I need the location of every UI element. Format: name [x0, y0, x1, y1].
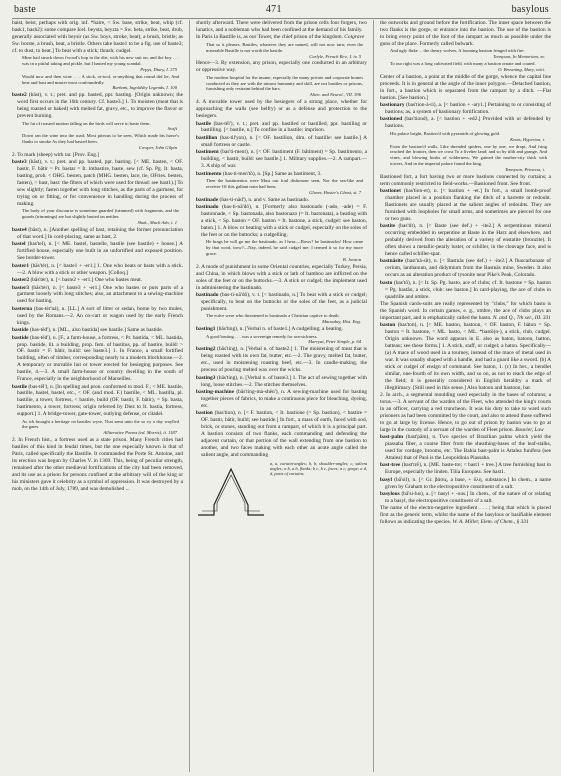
- column-divider: [189, 20, 190, 772]
- dictionary-entry: [380, 116, 551, 130]
- headword: bastite: [380, 223, 396, 230]
- definition-text: (bas'tiond), a. [< bastion + -ed2.] Provided with or defended by bastions.: [385, 116, 551, 130]
- dictionary-entry: [196, 389, 367, 410]
- quote-source: Keats, Hyperion, i.: [510, 136, 545, 142]
- dictionary-entry: [12, 306, 183, 327]
- running-header: [12, 4, 551, 19]
- entry-continuation: [380, 301, 551, 322]
- definition-text: (bā'sil), n. [< Gr. βάσις, a base, + ὕλη, substance.] In chem., a name given by Graham to the electropositive constituent of a salt.: [385, 476, 551, 490]
- entry-continuation: [196, 20, 367, 34]
- quote-text: The modern hospital for the insane, especially the many private and corporate homes conducted as they are with the utmost humanity and skill, are not bastiles or prisons, furnishing only restraint behind the bars.: [206, 74, 363, 92]
- headword: baste4: [12, 226, 27, 233]
- figure: [196, 461, 367, 519]
- quote-text: Then the bastimentos were Must our foul dishonour seen, Nor the sea-like and receiver Of this gallant train had been.: [206, 178, 363, 189]
- headword: basting2: [196, 346, 216, 353]
- citation-quote: [196, 75, 367, 98]
- dictionary-entry: [380, 258, 551, 279]
- definition-text: The name of the electro-negative ingredient . . . ; being that which is placed first as the generic term, whilst the name of the basylous or basifiable element follows as indicating the species. W. A. Miller, Elem. of Chem., § 331: [380, 505, 551, 526]
- dictionary-entry: [380, 280, 551, 301]
- dictionary-entry: [12, 277, 183, 284]
- figure-caption: a, a, curtain-angles; b, b, shoulder-angles; c, salient angles; a b, a b, flanks; b c, b c, faces; a c, gorge; a d, d, parts of curtains.: [270, 460, 367, 477]
- dictionary-entry: [196, 204, 367, 239]
- entry-continuation: [12, 437, 183, 492]
- definition-text: (bas-tēd'), n. [ML., also bastida] see bastile.] Same as bastide.: [29, 327, 163, 334]
- quote-text: His palace bright, Bastion'd with pyramids of glowing gold.: [390, 130, 501, 136]
- definition-text: 4. A movable tower used by the besiegers of a strong place, whether for approaching the walls (see belfry) or as a defense and protection to the besiegers.: [196, 99, 367, 120]
- dictionary-entry: [196, 292, 367, 313]
- headword: baster1: [12, 262, 30, 269]
- quote-text: And ugly fluke ... the dreary wolves, A looming bastion fringed with fire.: [390, 48, 525, 54]
- definition-text: (bas-tēl'), n. [In spelling and pron. conformed to mod. F.; < ME. bastile, bastille, bastel, bastel, etc., < OF. (and mod. F.) bastille, < ML. bastilla, pl. bastilie, a tower, fortress, < bastire, build (OF. bastir, F. bâtir), = Sp. basta, bastimento, a tower, fortress; origin referred by Diez to It. bastia, fortress, support.] 1. A bridge-tower, gate-tower, outlying defense, or citadel.: [17, 383, 183, 418]
- definition-text: (bas'ti-ment), n. [< OF. bastiment (F. bâtiment) = Sp. bastimento, a building, < bastir, build: see bastile.] 1. Military supplies.—2. A rampart.—3. A ship of war.: [201, 149, 367, 170]
- dictionary-entry: [380, 491, 551, 505]
- bastion-inner-outline: [202, 475, 260, 511]
- quote-source: O. Browning, Mary, xviii.: [498, 66, 545, 72]
- dictionary-entry: [12, 92, 183, 120]
- dictionary-entry: [196, 410, 367, 458]
- headword: basto: [380, 279, 393, 286]
- quote-source: Glover, Hosier's Ghost, st. 7: [309, 189, 361, 195]
- entry-continuation: [12, 152, 183, 159]
- entry-continuation: [380, 20, 551, 48]
- definition-text: 2. To mark (sheep) with tar. [Prov. Eng.]: [12, 151, 100, 158]
- quote-text: The eulve were who threatened to bastinado a Christian captive to death.: [206, 313, 340, 319]
- citation-quote: [12, 208, 183, 225]
- citation-quote: [196, 178, 367, 195]
- definition-text: (bās'tėr), n. [< baste1 + -er1.] 1. One who beats or basts with a stick.—2. A blow with a stick or other weapon. [Colloq.]: [17, 262, 183, 276]
- definition-text: Hence—3. By extension, any prison, especially one conducted in an arbitrary or oppressive way.: [196, 60, 367, 74]
- dictionary-entry: [196, 149, 367, 170]
- quote-source: Bouvier, Law: [515, 426, 544, 433]
- headword: basting1: [196, 326, 216, 333]
- headword: bastide: [12, 327, 29, 334]
- quote-source: Tennyson, Princess, i.: [504, 166, 545, 172]
- dictionary-entry: [380, 223, 551, 258]
- quote-source: Alien. and Neurol., VII. 396: [309, 92, 361, 98]
- dictionary-entry: [196, 135, 367, 149]
- citation-quote: [12, 419, 183, 436]
- headword: bastile: [12, 383, 27, 390]
- definition-text: shortly afterward. There were delivered from the prison cells four forgers, two lunatics, and a nobleman who had been confined at the demand of his family.: [196, 20, 367, 33]
- definition-text: (bas-ti-nā'dō), v. t. [< bastinado, n.] To beat with a stick or cudgel; specifically, to beat on the buttocks or the soles of the feet, as a judicial punishment.: [201, 292, 367, 312]
- dictionary-entry: [196, 326, 367, 333]
- quote-source: Macaulay, Hist. Eng.: [322, 319, 361, 325]
- headword: bastnäsite: [380, 258, 404, 265]
- definition-text: (bast'nä-sīt), n. [< Bastnäs (see def.) + -ite2.] A fluocarbonate of cerium, lanthanum, and didymium from the Bastnäs mine, Sweden. It also occurs as an alteration product of tysonite near Pike's Peak, Colorado.: [385, 258, 551, 279]
- headword: bastionet: [380, 188, 401, 195]
- dictionary-entry: [196, 197, 367, 204]
- dictionary-entry: [12, 263, 183, 277]
- headword: baster3: [12, 284, 30, 291]
- dictionary-entry: [12, 285, 183, 306]
- column-divider: [373, 20, 374, 772]
- headword: bastide: [12, 334, 29, 341]
- definition-text: In Paris la Bastille is, as our Tower, the chief prison of the kingdom. Cotgrave: [196, 34, 365, 41]
- definition-text: (bast'trē), n. [ME. baste-tre; < bast1 + tree.] A tree furnishing bast in Europe, especially the linden. Tilia Europæa. See bast1.: [385, 462, 551, 476]
- headword: bastionary: [380, 102, 405, 108]
- citation-quote: [380, 48, 551, 60]
- entry-continuation: [196, 264, 367, 292]
- definition-text: (bas'tīt), n. [< Baste (see def.) + -ite2.] A serpentinous mineral occurring embedded in serpentine at Baste in the Harz and elsewhere, and probably derived from the alteration of a variety of enstatite (bronzite). It often shows a metallic-pearly luster, or schiller, in the cleavage face, and is hence called schiller-spar.: [385, 223, 551, 257]
- quote-text: Mine had struck down t'wood's hop in the dirt, with his new suit on, and the boy . . . was in a pitiful taking and pickle, but I basted my young scandal.: [22, 55, 179, 66]
- quote-source: Barham, Ingoldsby Legends, I. 100: [112, 85, 177, 91]
- definition-text: The Spanish cards-suits are really represented by "clubs," for which basto is the Spanish word. In certain games, e. g., ombre, the ace of clubs plays an important part, and is emphatically called the basto. N. and Q., 7th ser., III. 331: [380, 301, 551, 321]
- headword: bastinado: [196, 292, 219, 298]
- definition-text: (bas-ti-nād'), n. and v. Same as bastinado.: [219, 196, 310, 203]
- headword: bastinado: [196, 204, 219, 211]
- entry-continuation: [380, 74, 551, 102]
- citation-quote: [12, 55, 183, 72]
- header-guideword-right: basylous: [511, 4, 549, 15]
- definition-text: 2. A mode of punishment in some Oriental countries, especially Turkey, Persia, and China, in which blows with a stick or lath of bamboo are inflicted on the soles of the feet or on the buttocks.—3. A stick or cudgel; the implement used in administering the bastinado.: [196, 263, 367, 291]
- definition-text: 2. In arch., a segmental moulding used especially in the bases of columns; a torus.—3. A servant of the warden of the Fleet, who attended the king's courts in an officer, carrying a red truncheon. It was his duty to take to ward such prisoners as had been committed by the court, and also to attend those suffered to go at large by license. Hence, to go out of prison by baston was to go at large in the custody of a servant of the warden of Fleet prison. Bouvier, Law: [380, 392, 551, 433]
- dictionary-entry: [12, 384, 183, 419]
- dictionary-entry: [380, 322, 551, 391]
- dictionary-entry: [380, 188, 551, 223]
- headword: bastiment: [196, 149, 219, 156]
- definition-text: (bas-tēd'), n. [F., a farm-house, a fortress, < Pr. bastida, < ML. bastida, prop. bastide, lit. a building, prop. fem. of bastitus, pp. of bastire, build: > OF. bastir = F. bâtir, build: see baste3.] 1. In France, a small fortified building, often of timber, corresponding nearly to a modern blockhouse.—2. A temporary or movable hut or tower erected for besieging purposes. See bastile, 4.—3. A small farm-house or country dwelling in the south of France, especially in the neighborhood of Marseilles.: [17, 334, 183, 383]
- headword: bast-palm: [380, 434, 404, 441]
- dictionary-entry: [196, 346, 367, 374]
- citation-quote: [12, 74, 183, 91]
- bastion-outline: [198, 469, 264, 515]
- definition-text: (bas'ton), n. [< ME. baston, bastoun, < OF. baston, F. bâton = Sp. baston = It. bastone, < ML. basto, < ML. *bastō(n-), a stick, club, cudgel. Origin unknown. The word appears in E. also as baton, batoon, batton, batteau; see these forms.] 1. A stick, staff, or cudgel; a baton. Specifically—(a) A mace of wood used in a tourney, instead of the mace of metal used in war. It was usually shaped with a handle, and had a guard like a sword. (b) A stick or cudgel of ensign of command. See baton, 1. (c) In her., a bendlet similar, one-fourth of its own width, and so on, as not to reach the edge of the field; it is generally considered in English heraldry a mark of illegitimacy. [Still used in this sense.] Also batoon and bastoon, bar.: [385, 322, 551, 391]
- quote-source: Cotgrave: [344, 34, 365, 41]
- definition-text: (bāst), v. t.; pret. and pp. basted, ppr. basting. [Origin unknown; the word first occurs in the 16th century. Cf. baste3.] 1. To moisten (meat that is being roasted or baked) with melted fat, gravy, etc., to improve the flavor or prevent burning.: [17, 92, 183, 119]
- quote-text: He brags he will go me the bastinado, as I hear.—Bows? he bastinados! How came by that word, trow?—Nay, indeed, he said cudgel me; I termed it so for my more grace.: [206, 239, 363, 256]
- quote-source: B. Jonson: [342, 256, 361, 262]
- entry-continuation: [196, 34, 367, 41]
- quote-text: As ich brought a heritage on bastiles wyse, That semi unto the so vy a day waylled the gates.: [22, 418, 179, 430]
- entry-continuation: [12, 20, 183, 55]
- dictionary-entry: [12, 327, 183, 334]
- headword: bastel: [12, 241, 26, 248]
- citation-quote: [380, 61, 551, 73]
- quote-text: From the bastion'd walls, Like threaded spiders, one by one, we dropt, And fring reached the frontier, then we crost To a livelier land; and so by tilth and grange, And vines, and blowing bosks of wilderness, We gained the mother-city thick with towers, And in the imperial palace found the king.: [390, 143, 547, 166]
- citation-quote: [12, 121, 183, 133]
- definition-text: (bas'tion), n. [< F. bastion, < It. bastione (= Sp. bastion), < bastire = OF. bastir, bâtir, build; see bastide.] In fort., a mass of earth, faced with sod, brick, or stones, standing out from a rampart, of which it is a principal part. A bastion consists of two flanks, each commanding and defending the adjacent curtain, or that portion of the wall extending from one bastion to another, and two faces making with each other an acute angle called the salient angle, and commanding: [201, 410, 367, 458]
- definition-text: (bāst), v. t.; pret. and pp. basted, ppr. basting. [< ME. basten, < OF. bastir, F. bâtir = Pr. bastar = It. imbastire, baste, sew (cf. Sp. Pg. It. basta, basting, prob. < OHG. besten, patch (MHG. besten, lace, tie, OFries. besten, fasten), < bast, bast: the fibers of which were used for thread: see bast1).] To sew slightly; fasten together with long stitches, as the parts of a garment, for trying on or fitting, or for convenience in handling during the process of making.: [17, 159, 183, 207]
- header-guideword-left: baste: [14, 4, 37, 15]
- quote-text: That so it pleases. Bastiles, whatever they are named, will not now turn; even the miserable Bastille is not worth the bastile.: [206, 41, 363, 53]
- headword: bastion: [196, 410, 213, 417]
- definition-text: (bas'tel), n. [< ME. bastel, bastelle, bastile (see bastile) + house.] A fortified house, especially one built in an unfortified and exposed position. See border-tower.: [17, 241, 183, 262]
- dictionary-entry: [380, 102, 551, 116]
- dictionary-entry: [12, 227, 183, 241]
- headword: bastioned: [380, 116, 403, 123]
- headword: baste2: [12, 92, 27, 99]
- entry-continuation: [196, 99, 367, 120]
- quote-source: Pepys, Diary, I. 375: [140, 66, 177, 72]
- definition-text: (bast'päm), n. Two species of Brazilian palms which yield the piassaba fiber, a coarse fiber from the sheathing-bases of the leaf-stalks, used for cordage, brooms, etc. The Bahia bast-palm is Attalea funifera (see Attalea) that of Pará is the Leopoldinia Piassaba.: [385, 434, 551, 461]
- quote-source: Cowper, John Gilpin: [138, 144, 177, 150]
- entry-continuation: [380, 505, 551, 526]
- dictionary-entry: [380, 477, 551, 491]
- headword: basylous: [380, 491, 400, 498]
- headword: bastillion: [196, 134, 218, 141]
- definition-text: (bas-ti-men'tō), n. [Sp.] Same as bastiment, 3.: [222, 170, 322, 177]
- definition-text: (bas-tēl'), v. t.; pret. and pp. bastiled or bastilled, ppr. bastiling or bastilling. [< bastile, n.] To confine in a bastile; imprison.: [201, 120, 367, 134]
- quote-source: W. A. Miller, Elem. of Chem., § 331: [452, 519, 529, 526]
- column-2: [196, 20, 367, 772]
- definition-text: (bas-tėr'nȧ), n. [LL.] A sort of litter or sedan, borne by two mules, used by the Romans.—2. An ox-cart or wagon used by the early French kings.: [17, 305, 183, 326]
- headword: baster2: [12, 277, 30, 283]
- quote-source: Marryat, Peter Simple, p. 64: [308, 339, 361, 345]
- definition-text: (bāst), n. [Another spelling of bast, retaining the former pronunciation of that word.] In cord-placing, same as bast, 2.: [17, 226, 183, 240]
- dictionary-entry: [380, 434, 551, 462]
- headword: bastile: [196, 120, 211, 127]
- definition-text: (bās'tėr), n. [< baste3 + -er1.] One who bastes or puts parts of a garment loosely with long stitches; also, an attachment to a sewing-machine used for basting.: [17, 284, 183, 305]
- entry-continuation: [380, 392, 551, 433]
- definition-text: (bas'tion-ȧ-ri), a. [< bastion + -ary1.] Pertaining to or consisting of bastions; as, a system of bastionary fortification.: [385, 102, 551, 115]
- definition-text: the outworks and ground before the fortification. The inner space between the two flanks is the gorge, or entrance into the bastion. The use of the bastion is to bring every point of the foot of the rampart as much as possible under the guns of the place. Formerly called bulwark.: [380, 20, 551, 47]
- dictionary-entry: [12, 241, 183, 262]
- quote-text: Down ran the wine into the road, Most piteous to be seen, Which made his horse's flanks to smoke As they had basted been.: [22, 133, 179, 145]
- column-3: [380, 20, 551, 772]
- definition-text: baist, beist, perhaps with orig. inf. *baire, < Sw. base, strike, beat, whip (cf. bask1, bash2): some compare Icel. beysta, beyzta = Sw. beta, strike, beat, drub, generally associated with beysir (as Sw. boys, stroke, beat), a brush, bristle; as Sw. borste, a brush, beat, a bristle. Others take baste1 to be a fig. use of baste3; cf. to dust, to beat.] To beat with a stick; thrash; cudgel.: [12, 20, 183, 54]
- headword: basyl: [380, 476, 392, 483]
- definition-text: 2. In French hist., a fortress used as a state prison. Many French cities had bastiles of this kind in feudal times, but the one especially known is that of Paris, called specifically the Bastille. It commanded the Porte St. Antoine, and its erection was begun by Charles V. in 1369. This, being of peculiar strength, remained after the other mediæval fortifications of the city had been removed, and its use as a prison for persons confined at the arbitrary will of the king or his ministers gave it celebrity as a symbol of oppression. It was destroyed by a mob, on the 14th of July, 1789, and was demolished ...: [12, 437, 183, 492]
- definition-text: (bās'ting-mȧ-shēn'), n. A sewing-machine used for basting together pieces of fabrics, to make a continuous piece for bleaching, dyeing, etc.: [201, 389, 367, 409]
- dictionary-entry: [196, 171, 367, 178]
- citation-quote: [12, 133, 183, 150]
- headword: bast-tree: [380, 462, 401, 469]
- entry-continuation: [196, 60, 367, 74]
- headword: baste3: [12, 159, 27, 166]
- entry-continuation: [380, 174, 551, 188]
- citation-quote: [380, 144, 551, 173]
- definition-text: (bas'tion-et), n. [< bastion + -et.] In fort., a small bomb-proof chamber placed in a position flanking the ditch of a barrette or redoubt. Bastionets are usually placed at the salient angles of redoubts. They are furnished with loopholes for small arms, and sometimes are pierced for one or two guns.: [385, 188, 551, 222]
- quote-source: Shak., Much Ado, i. 1: [137, 219, 177, 225]
- quote-text: To our right was a long cultivated field, with many a bastion ornate and coated.: [390, 61, 536, 66]
- quote-source: Tennyson, In Memoriam, xv.: [493, 54, 545, 60]
- dictionary-entry: [12, 159, 183, 207]
- definition-text: (bās'tėr), n. [< baste2 + -er1.] One who bastes meat.: [30, 277, 143, 283]
- definition-text: Center of a bastion, a point at the middle of the gorge, whence the capital line proceeds. It is in general at the angle of the inner polygon.—Detached bastion, in fort., a bastion which is separated from the rampart by a ditch. —Flat bastion. [See bastion.]: [380, 73, 551, 101]
- definition-text: (bas'tō), n. [< It. Sp. Pg. basto, ace of clubs; cf. It. bastone = Sp. baston = Pg. bastão, a stick, club: see baston.] In card-playing, the ace of clubs in quadrille and ombre.: [385, 279, 551, 300]
- definition-text: (bās'ting), n. [Verbal n. of baste1.] A cudgelling; a beating.: [216, 326, 343, 333]
- quote-source: Swift: [167, 126, 177, 132]
- quote-source: Carlyle, French Rev., I. iv. 5: [309, 53, 361, 59]
- citation-quote: [380, 131, 551, 143]
- definition-text: (bās'ting), n. [Verbal n. of baste3.] 1. The act of sewing together with long, loose stitches.—2. The stitches themselves.: [201, 374, 367, 388]
- definition-text: (bas-ti-nā'dō), n. [Formerly also bastonado (-ado, -ade) = F. bastonnade, < Sp. bastonada, also bastonazo (= It. bastonata), a beating with a stick, < Sp. baston = OF. baston = It. bastone, a stick, cudgel: see baston, baton.] 1. A blow or beating with a stick or cudgel, especially on the soles of the feet or on the buttocks; a cudgelling.: [201, 204, 367, 238]
- quote-source: Alliterative Poems (ed. Morris), ii. 1187: [103, 430, 177, 436]
- headword: basterna: [12, 305, 33, 312]
- definition-text: Bastioned fort, a fort having two or more bastions connected by curtains; a term commonly restricted to field-works.—Bastioned front. See front.: [380, 173, 551, 187]
- citation-quote: [196, 313, 367, 325]
- dictionary-entry: [380, 462, 551, 476]
- headword: basting3: [196, 374, 216, 381]
- definition-text: (bās'ting), n. [Verbal n. of baste2.] 1. The moistening of meat that is being roasted with its own fat, butter, etc.—2. The gravy, melted fat, butter, etc., used in moistening roasting beef, etc.—3. In candle-making, the process of pouring melted wax over the wicks.: [201, 346, 367, 374]
- quote-text: A good basting . . . was a sovereign remedy for sea-sickness.: [206, 333, 318, 339]
- headword: bastimento: [196, 170, 222, 177]
- text-columns: [12, 20, 551, 772]
- definition-text: (bas-til'yon), n. [< OF. bastillon, dim. of bastille: see bastile.] A small fortress or castle.: [201, 134, 367, 148]
- headword: baston: [380, 322, 396, 329]
- column-1: [12, 20, 183, 772]
- quote-source: N. and Q., 7th ser., III. 331: [492, 314, 551, 321]
- quote-text: The fat of roasted mutton falling on the birds will serve to baste them.: [22, 120, 151, 126]
- dictionary-entry: [196, 375, 367, 389]
- headword: basting-machine: [196, 389, 235, 395]
- definition-text: (bā'si-lus), a. [< basyl + -ous.] In chem., of the nature of or relating to a basyl, the electropositive constituent of a salt.: [385, 491, 551, 504]
- quote-text: The body of your discourse is sometime guarded (trimmed) with fragments, and the guards (trimmings) are but slightly basted on neither.: [22, 208, 179, 220]
- citation-quote: [196, 42, 367, 59]
- bastion-diagram: [196, 461, 266, 519]
- citation-quote: [196, 239, 367, 262]
- page-number: 471: [265, 4, 282, 15]
- citation-quote: [196, 334, 367, 346]
- dictionary-entry: [196, 121, 367, 135]
- quote-text: Would now and then wine . . . A stick, or-tool, or-anything that round did lie, And beat and bast and master most confoundedly.: [22, 73, 179, 85]
- headword: bastinade: [196, 196, 219, 203]
- dictionary-entry: [12, 335, 183, 383]
